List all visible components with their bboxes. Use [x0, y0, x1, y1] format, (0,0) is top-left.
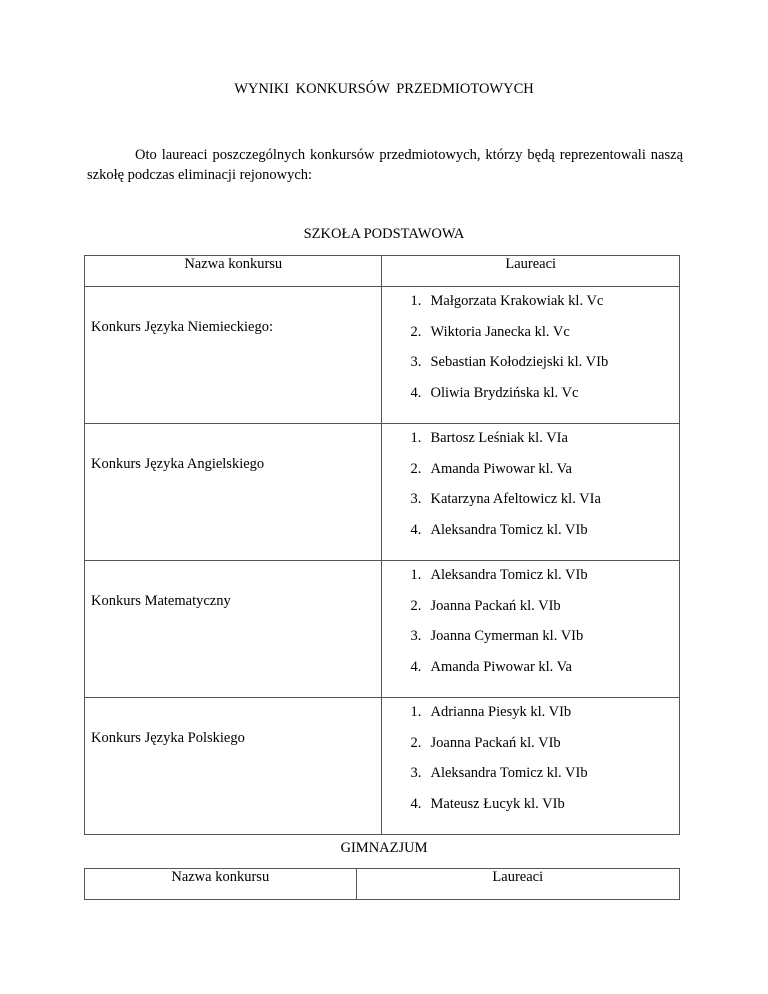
laureate-name: Aleksandra Tomicz kl. VIb: [430, 521, 588, 538]
list-item: [410, 704, 679, 735]
laureate-name: Aleksandra Tomicz kl. VIb: [430, 567, 588, 583]
list-item: [410, 765, 679, 796]
list-number: 4.: [410, 384, 422, 401]
list-item: [410, 735, 679, 766]
laureate-name: Małgorzata Krakowiak kl. Vc: [430, 293, 604, 309]
list-number: 3.: [410, 765, 422, 781]
laureates-list: [382, 698, 679, 834]
list-item: [410, 461, 679, 492]
list-item: [410, 628, 679, 659]
laureates-cell: [382, 424, 680, 561]
table-row: [85, 287, 680, 424]
column-header-laureates: Laureaci: [382, 256, 680, 287]
section-heading-primary-school: SZKOŁA PODSTAWOWA: [303, 226, 465, 242]
laureate-name: Katarzyna Afeltowicz kl. VIa: [430, 491, 601, 507]
laureate-name: Mateusz Łucyk kl. VIb: [430, 795, 565, 812]
list-number: 3.: [410, 628, 422, 644]
list-number: 1.: [410, 293, 422, 309]
column-header-laureates: Laureaci: [356, 869, 679, 900]
laureate-name: Adrianna Piesyk kl. VIb: [430, 704, 572, 720]
contest-name: Konkurs Matematyczny: [91, 593, 231, 609]
section-heading-gymnasium: GIMNAZJUM: [340, 840, 428, 856]
laureate-name: Oliwia Brydzińska kl. Vc: [430, 384, 579, 401]
table-row: [85, 698, 680, 835]
list-number: 4.: [410, 795, 422, 812]
laureate-name: Bartosz Leśniak kl. VIa: [430, 430, 568, 446]
contest-name-cell: [85, 698, 382, 835]
laureate-name: Aleksandra Tomicz kl. VIb: [430, 765, 588, 781]
list-item: [410, 324, 679, 355]
contest-name-cell: [85, 287, 382, 424]
list-item: [410, 598, 679, 629]
column-header-contest: Nazwa konkursu: [85, 256, 382, 287]
list-number: 2.: [410, 734, 422, 751]
contest-name: Konkurs Języka Angielskiego: [91, 456, 265, 472]
list-item: [410, 354, 679, 385]
gymnasium-results-table: [84, 868, 680, 900]
list-number: 4.: [410, 521, 422, 538]
list-item: [410, 430, 679, 461]
list-number: 1.: [410, 430, 422, 446]
laureate-name: Joanna Packań kl. VIb: [430, 597, 561, 614]
list-item: [410, 522, 679, 553]
primary-school-results-table: [84, 255, 680, 835]
laureate-name: Sebastian Kołodziejski kl. VIb: [430, 354, 609, 370]
laureate-name: Amanda Piwowar kl. Va: [430, 658, 572, 675]
contest-name: Konkurs Języka Polskiego: [91, 730, 245, 746]
list-number: 3.: [410, 354, 422, 370]
table-row: [85, 561, 680, 698]
list-number: 2.: [410, 460, 422, 477]
laureates-list: [382, 424, 679, 560]
table-header-row: [85, 869, 680, 900]
list-number: 1.: [410, 704, 422, 720]
laureate-name: Wiktoria Janecka kl. Vc: [430, 323, 570, 340]
list-item: [410, 659, 679, 690]
column-header-contest: Nazwa konkursu: [85, 869, 357, 900]
laureates-cell: [382, 698, 680, 835]
laureate-name: Amanda Piwowar kl. Va: [430, 460, 572, 477]
laureates-list: [382, 561, 679, 697]
list-number: 4.: [410, 658, 422, 675]
laureates-list: [382, 287, 679, 423]
list-item: [410, 796, 679, 827]
list-item: [410, 293, 679, 324]
list-number: 3.: [410, 491, 422, 507]
list-number: 2.: [410, 323, 422, 340]
contest-name-cell: [85, 561, 382, 698]
laureates-cell: [382, 561, 680, 698]
laureate-name: Joanna Packań kl. VIb: [430, 734, 561, 751]
list-item: [410, 385, 679, 416]
list-number: 2.: [410, 597, 422, 614]
document-title: WYNIKI KONKURSÓW PRZEDMIOTOWYCH: [234, 81, 534, 97]
laureate-name: Joanna Cymerman kl. VIb: [430, 628, 584, 644]
laureates-cell: [382, 287, 680, 424]
contest-name-cell: [85, 424, 382, 561]
contest-name: Konkurs Języka Niemieckiego:: [91, 319, 274, 335]
list-number: 1.: [410, 567, 422, 583]
table-header-row: [85, 256, 680, 287]
table-row: [85, 424, 680, 561]
intro-paragraph: Oto laureaci poszczególnych konkursów przedmiotowych, którzy będą reprezentowali naszą szkołę podczas eliminacji rejonowych:: [87, 147, 683, 183]
list-item: [410, 491, 679, 522]
list-item: [410, 567, 679, 598]
